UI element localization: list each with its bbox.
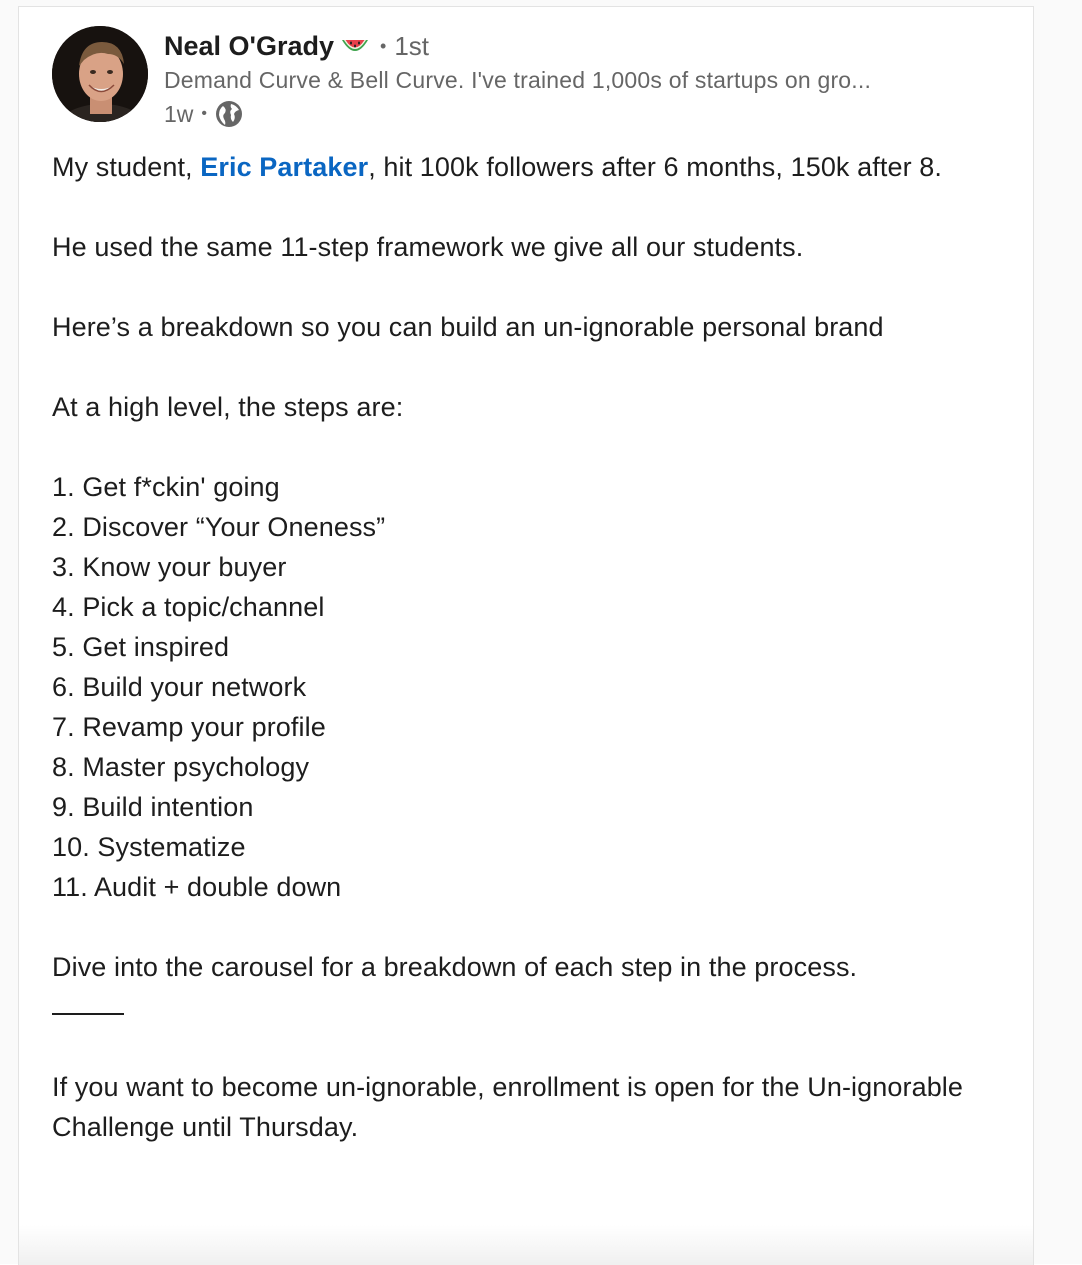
post-timestamp[interactable]: 1w bbox=[164, 100, 194, 127]
post-line-breakdown: Here’s a breakdown so you can build an un-ignorable personal brand bbox=[52, 312, 884, 342]
text-divider bbox=[52, 1013, 124, 1015]
list-item: 6. Build your network bbox=[52, 672, 307, 702]
list-item: 9. Build intention bbox=[52, 792, 254, 822]
avatar-photo bbox=[52, 26, 148, 122]
author-avatar[interactable] bbox=[52, 26, 148, 122]
watermelon-icon bbox=[340, 36, 370, 56]
post-line-framework: He used the same 11-step framework we give all our students. bbox=[52, 232, 804, 262]
list-item: 10. Systematize bbox=[52, 832, 246, 862]
list-item: 2. Discover “Your Oneness” bbox=[52, 512, 386, 542]
author-headline[interactable]: Demand Curve & Bell Curve. I've trained 1,000s of startups on gro... bbox=[164, 67, 872, 93]
mention-link[interactable]: Eric Partaker bbox=[200, 152, 369, 182]
list-item: 11. Audit + double down bbox=[52, 872, 342, 902]
connection-degree: 1st bbox=[394, 30, 429, 61]
post-line-closing: If you want to become un-ignorable, enrollment is open for the Un-ignorable Challenge until Thursday. bbox=[52, 1072, 964, 1142]
post-intro bbox=[52, 147, 1012, 187]
time-separator: • bbox=[201, 105, 208, 122]
post-card bbox=[18, 6, 1034, 1265]
degree-separator: • bbox=[380, 35, 387, 56]
list-item: 8. Master psychology bbox=[52, 752, 310, 782]
author-name[interactable]: Neal O'Grady bbox=[164, 30, 334, 61]
intro-text-before: My student, bbox=[52, 152, 201, 182]
list-item: 5. Get inspired bbox=[52, 632, 230, 662]
globe-icon bbox=[215, 100, 243, 128]
bottom-fade bbox=[19, 1225, 1033, 1265]
list-item: 1. Get f*ckin' going bbox=[52, 472, 280, 502]
post-line-carousel: Dive into the carousel for a breakdown of each step in the process. bbox=[52, 952, 858, 982]
intro-text-after: , hit 100k followers after 6 months, 150k after 8. bbox=[368, 152, 942, 182]
post-line-steps-intro: At a high level, the steps are: bbox=[52, 392, 404, 422]
list-item: 3. Know your buyer bbox=[52, 552, 287, 582]
list-item: 7. Revamp your profile bbox=[52, 712, 326, 742]
post-meta bbox=[164, 99, 243, 129]
list-item: 4. Pick a topic/channel bbox=[52, 592, 325, 622]
post-body bbox=[52, 147, 1012, 1147]
author-name-row bbox=[164, 29, 429, 63]
